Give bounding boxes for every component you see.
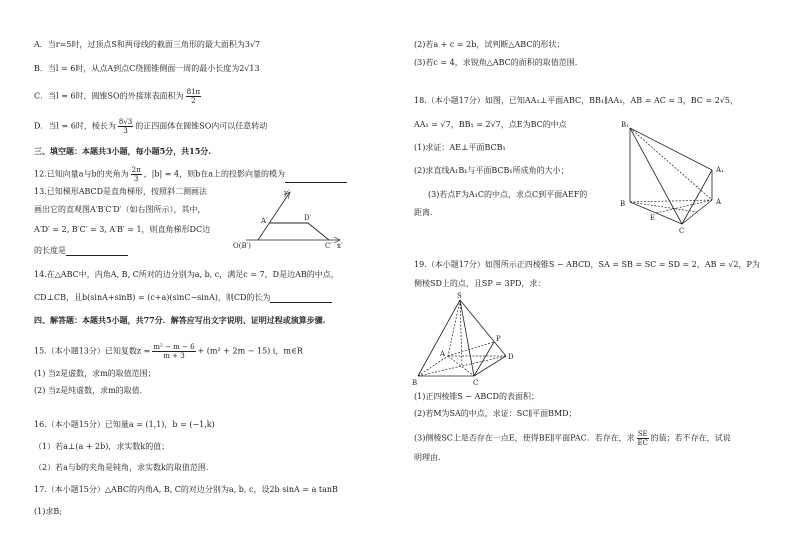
label-b1: B₁ [621,121,629,129]
question-13-line3: A′D′ = 2, B′C′ = 3, A′B′ = 1，则直角梯形DC边 [34,225,211,234]
pyramid-figure [412,292,522,386]
label-a: A [716,198,722,206]
question-16: 16.（本小题15分）已知量a = (1,1)，b = (−1,k) [34,420,215,429]
question-13-line4: 的长度是 [34,246,128,256]
label-b: B [412,379,418,387]
fraction: $\frac{\text{m² − m − 6}}{m + 3}$ [153,343,195,360]
label-b: B [620,200,626,208]
question-15: 15.（本小题13分）已知复数z = $\frac{\text{m² − m − 6}}{m + 3}$ + (m² + 2m − 15) i，m∈R [34,343,303,360]
question-19-part1: (1)正四棱锥S − ABCD的表面积； [414,392,539,401]
option-a: A．当r=5时，过顶点S和两母线的截面三角形的最大面积为3√7 [34,40,261,49]
question-16-part2: （2）若a与b的夹角是钝角，求实数k的取值范围. [34,463,209,472]
question-12: 12.已知向量a与b的夹角为 $\frac{2\pi}{3}$ ，|b| = 4，则b在a上的投影向量的模为 [34,166,347,183]
prism-figure [620,122,740,234]
label-p: P [496,335,501,343]
label-x: x′ [337,242,343,250]
label-c: C [679,227,685,235]
answer-blank [270,294,332,303]
label-o: O(B′) [233,242,251,250]
question-15-part2: (2) 当z是纯虚数，求m的取值. [34,386,143,395]
label-s: S [457,292,462,300]
label-c: C′ [325,242,332,250]
section-3-heading: 三、填空题：本题共3小题，每小题5分，共15分. [34,146,212,156]
question-13-line2: 画出它的直观图A′B′C′D′（如右图所示），其中， [34,205,206,214]
question-18-part1: (1)求证：AE⊥平面BCB₁ [414,143,506,152]
question-19-line2: 侧棱SD上的点，且SP = 3PD，求： [414,279,546,288]
question-19-part3: (3)侧棱SC上是否存在一点E，使得BE∥平面PAC．若存在，求 $\frac{SE}{EC}$ 的值；若不存在，试说 [414,430,731,447]
question-14-line2: CD⊥CB，且b(sinA+sinB) = (c+a)(sinC−sinA)，则CD的长为 [34,293,332,303]
label-e: E [650,214,656,222]
question-17: 17.（本小题15分）△ABC的内角A, B, C的对边分别为a, b, c，设2b sinA = a tanB [34,485,338,494]
label-c: C [473,379,479,387]
question-18-part2: (2)求直线A₁B₁与平面BCB₁所成角的大小； [414,166,569,175]
question-19-part2: (2)若M为SA的中点，求证：SC∥平面BMD； [414,409,577,418]
fraction: $\frac{8√3}{3}$ [118,118,133,135]
question-19-line1: 19.（本小题17分）如图所示正四棱锥S − ABCD，SA = SB = SC = SD = 2，AB = √2，P为 [414,260,760,269]
option-c: C．当l = 6时，圆锥SO的外接球表面积为 $\frac{81\pi}{2}$ [34,88,201,105]
section-4-heading: 四、解答题：本题共5小题，共77分．解答应写出文字说明、证明过程或演算步骤. [34,315,326,325]
question-16-part1: （1）若a⊥(a + 2b)，求实数k的值； [34,442,170,451]
question-18-part3: (3)若点F为A₁C的中点，求点C到平面AEF的 [428,190,588,199]
question-15-part1: (1) 当z是虚数，求m的取值范围； [34,369,156,378]
edge-d-c [308,223,329,240]
option-b: B．当l = 6时，从点A到点C绕圆锥侧面一周的最小长度为2√13 [34,64,260,73]
fraction: $\frac{81\pi}{2}$ [186,88,201,105]
question-18-part3-cont: 距离. [414,208,433,217]
fraction: $\frac{2\pi}{3}$ [131,166,141,183]
label-a: A [440,350,446,358]
label-d: D [508,353,514,361]
question-18-line2: AA₁ = √7，BB₁ = 2√7，点E为BC的中点 [414,120,567,129]
fraction: $\frac{SE}{EC}$ [637,430,648,447]
question-18-line1: 18.（本小题17分）如图，已知AA₁⊥平面ABC，BB₁∥AA₁，AB = AC = 3，BC = 2√5， [414,96,738,105]
label-a1: A₁ [716,166,724,174]
question-17-part2: (2)若a + c = 2b，试判断△ABC的形状； [414,40,565,49]
label-a: A′ [261,217,268,225]
label-y: y′ [284,189,290,197]
answer-blank [66,247,128,256]
question-19-part3-cont: 明理由. [414,453,441,462]
question-17-part3: (3)若c = 4，求锐角△ABC的面积的取值范围. [414,58,578,67]
question-13-line1: 13.已知梯形ABCD是直角梯形，按照斜二测画法 [34,187,208,196]
y-axis-line [258,192,290,240]
label-d: D′ [304,214,312,222]
oblique-drawing-figure [226,186,346,248]
option-d: D．当l = 6时，棱长为 $\frac{8√3}{3}$ 的正四面体在圆锥SO内可以任意转动 [34,118,268,135]
question-17-part1: (1)求B; [34,507,62,516]
question-14-line1: 14.在△ABC中，内角A, B, C所对的边分别为a, b, c，满足c = 7，D是边AB的中点， [34,270,339,279]
answer-blank [285,174,347,183]
